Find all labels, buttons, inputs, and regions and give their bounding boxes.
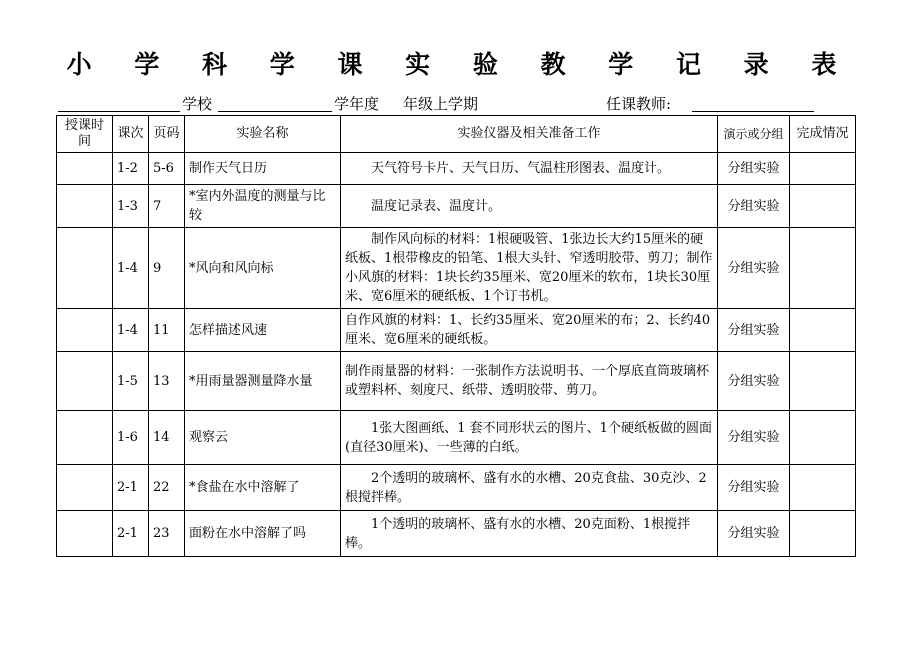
- info-line: [58, 93, 858, 115]
- type-cell: 分组实验: [718, 465, 790, 511]
- page-cell: 14: [149, 411, 185, 465]
- page-cell: 5-6: [149, 153, 185, 185]
- school-label: 学校: [182, 95, 213, 113]
- record-table: [56, 115, 856, 557]
- type-cell: 分组实验: [718, 185, 790, 228]
- header-name: 实验名称: [185, 116, 341, 153]
- time-cell[interactable]: [57, 309, 113, 352]
- page-cell: 11: [149, 309, 185, 352]
- teacher-blank[interactable]: [692, 93, 814, 116]
- lesson-cell: 1-5: [113, 352, 149, 411]
- lesson-cell: 1-2: [113, 153, 149, 185]
- table-row: [57, 228, 856, 309]
- lesson-cell: 2-1: [113, 511, 149, 557]
- prep-cell: 制作风向标的材料：1根硬吸管、1张边长大约15厘米的硬纸板、1根带橡皮的铅笔、1根大头针、窄透明胶带、剪刀；制作小风旗的材料：1块长约35厘米、宽20厘米的软布，1块长30厘米、宽6厘米的硬纸板、1个订书机。: [341, 228, 718, 309]
- done-cell[interactable]: [790, 511, 856, 557]
- page-cell: 9: [149, 228, 185, 309]
- table-row: [57, 153, 856, 185]
- header-type: 演示或分组: [718, 116, 790, 153]
- done-cell[interactable]: [790, 185, 856, 228]
- page-cell: 7: [149, 185, 185, 228]
- grade-label: 年级上学期: [403, 95, 479, 113]
- time-cell[interactable]: [57, 228, 113, 309]
- name-cell: 观察云: [185, 411, 341, 465]
- type-cell: 分组实验: [718, 309, 790, 352]
- lesson-cell: 1-3: [113, 185, 149, 228]
- lesson-cell: 1-6: [113, 411, 149, 465]
- header-time: 授课时间: [57, 116, 113, 153]
- name-cell: *用雨量器测量降水量: [185, 352, 341, 411]
- name-cell: *食盐在水中溶解了: [185, 465, 341, 511]
- done-cell[interactable]: [790, 228, 856, 309]
- table-row: [57, 352, 856, 411]
- type-cell: 分组实验: [718, 228, 790, 309]
- prep-cell: 1个透明的玻璃杯、盛有水的水槽、20克面粉、1根搅拌棒。: [341, 511, 718, 557]
- time-cell[interactable]: [57, 465, 113, 511]
- page-cell: 13: [149, 352, 185, 411]
- year-blank[interactable]: [218, 93, 332, 116]
- time-cell[interactable]: [57, 153, 113, 185]
- lesson-cell: 2-1: [113, 465, 149, 511]
- type-cell: 分组实验: [718, 153, 790, 185]
- table-row: [57, 465, 856, 511]
- prep-cell: 2个透明的玻璃杯、盛有水的水槽、20克食盐、30克沙、2根搅拌棒。: [341, 465, 718, 511]
- time-cell[interactable]: [57, 511, 113, 557]
- year-label: 学年度: [334, 95, 380, 113]
- done-cell[interactable]: [790, 411, 856, 465]
- teacher-label: 任课教师:: [606, 95, 672, 113]
- name-cell: *风向和风向标: [185, 228, 341, 309]
- name-cell: 怎样描述风速: [185, 309, 341, 352]
- header-page: 页码: [149, 116, 185, 153]
- type-cell: 分组实验: [718, 352, 790, 411]
- table-row: [57, 309, 856, 352]
- done-cell[interactable]: [790, 309, 856, 352]
- prep-cell: 1张大图画纸、1 套不同形状云的图片、1个硬纸板做的圆面(直径30厘米)、一些薄的白纸。: [341, 411, 718, 465]
- header-prep: 实验仪器及相关准备工作: [341, 116, 718, 153]
- page-cell: 23: [149, 511, 185, 557]
- time-cell[interactable]: [57, 411, 113, 465]
- prep-cell: 制作雨量器的材料：一张制作方法说明书、一个厚底直筒玻璃杯或塑料杯、刻度尺、纸带、透明胶带、剪刀。: [341, 352, 718, 411]
- name-cell: *室内外温度的测量与比较: [185, 185, 341, 228]
- type-cell: 分组实验: [718, 411, 790, 465]
- lesson-cell: 1-4: [113, 309, 149, 352]
- name-cell: 面粉在水中溶解了吗: [185, 511, 341, 557]
- school-blank[interactable]: [58, 93, 180, 116]
- header-lesson: 课次: [113, 116, 149, 153]
- page-title: 小 学 科 学 课 实 验 教 学 记 录 表: [66, 50, 854, 79]
- prep-cell: 温度记录表、温度计。: [341, 185, 718, 228]
- done-cell[interactable]: [790, 153, 856, 185]
- type-cell: 分组实验: [718, 511, 790, 557]
- time-cell[interactable]: [57, 185, 113, 228]
- done-cell[interactable]: [790, 465, 856, 511]
- lesson-cell: 1-4: [113, 228, 149, 309]
- page-cell: 22: [149, 465, 185, 511]
- header-done: 完成情况: [790, 116, 856, 153]
- table-row: [57, 411, 856, 465]
- done-cell[interactable]: [790, 352, 856, 411]
- table-row: [57, 511, 856, 557]
- time-cell[interactable]: [57, 352, 113, 411]
- name-cell: 制作天气日历: [185, 153, 341, 185]
- prep-cell: 天气符号卡片、天气日历、气温柱形图表、温度计。: [341, 153, 718, 185]
- prep-cell: 自作风旗的材料：1、长约35厘米、宽20厘米的布；2、长约40厘米、宽6厘米的硬纸板。: [341, 309, 718, 352]
- table-row: [57, 185, 856, 228]
